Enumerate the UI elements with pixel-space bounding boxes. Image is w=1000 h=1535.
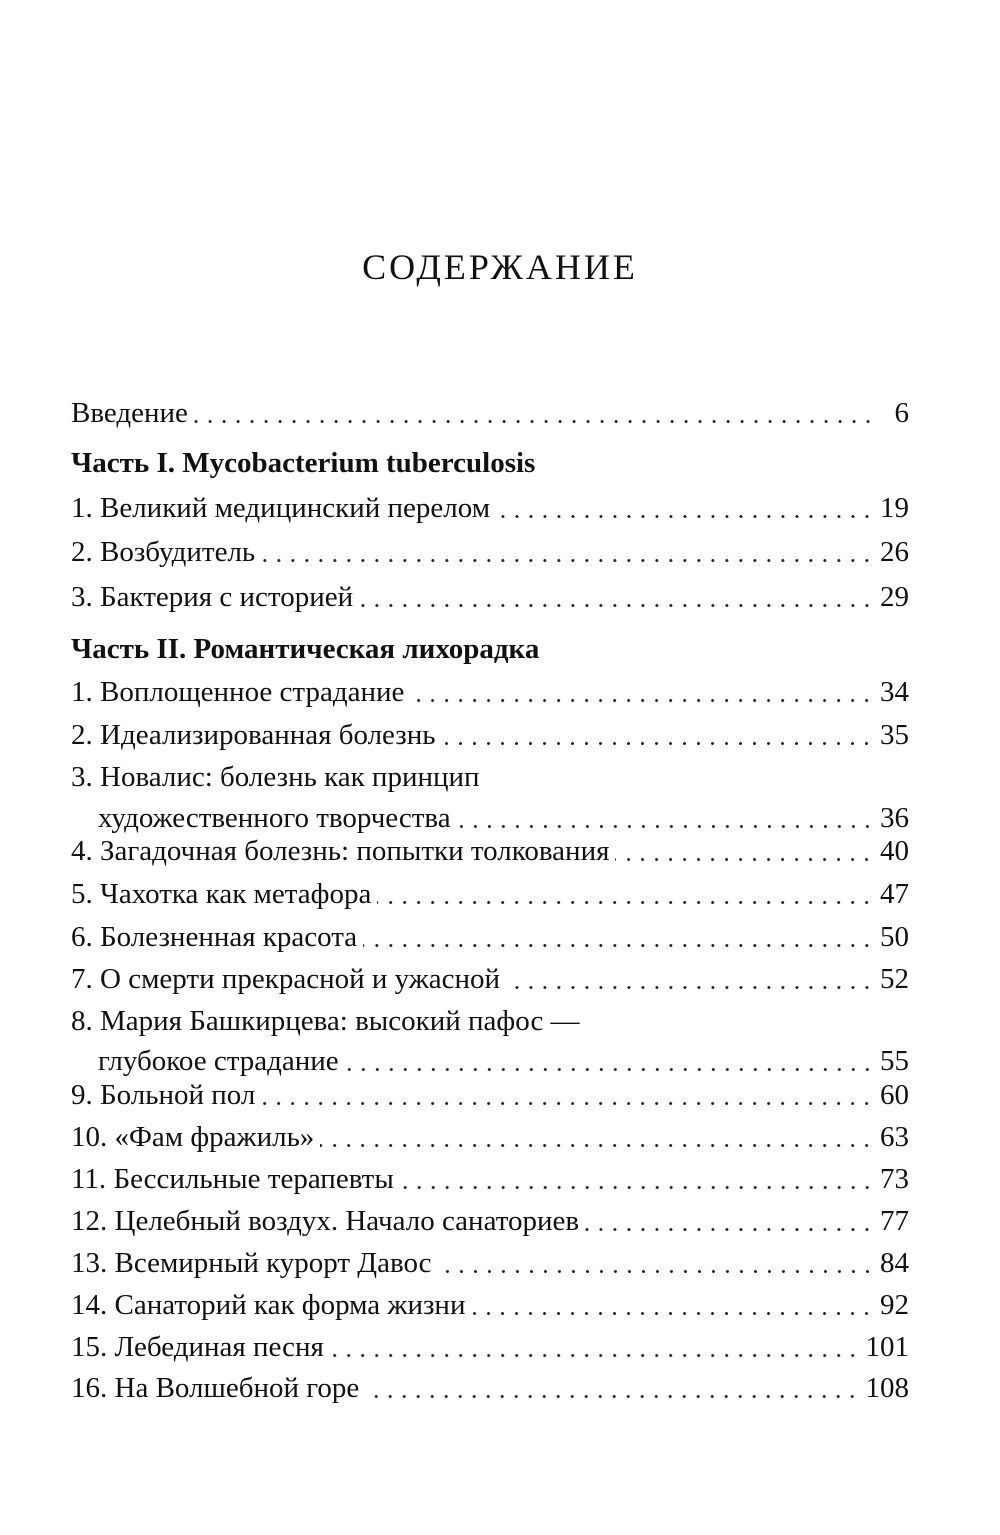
entry-number: 15.	[71, 1331, 115, 1363]
page-number: 47	[880, 878, 909, 910]
entry-title-continued: художественного творчества	[98, 802, 451, 834]
entry-title: Санаторий как форма жизни	[114, 1289, 466, 1321]
page-number: 77	[880, 1205, 909, 1237]
dot-leader	[194, 420, 875, 423]
dot-leader	[359, 604, 874, 607]
toc-entry	[71, 875, 909, 913]
page-number: 19	[880, 492, 909, 524]
dot-leader	[410, 699, 874, 702]
entry-number: 4.	[71, 835, 100, 867]
dot-leader	[330, 1354, 860, 1357]
entry-title: Загадочная болезнь: попытки толкования	[100, 835, 610, 867]
entry-title: Болезненная красота	[100, 921, 358, 953]
page-number: 40	[880, 835, 909, 867]
dot-leader	[345, 1068, 874, 1071]
entry-title-continued: глубокое страдание	[98, 1045, 339, 1077]
entry-title: Великий медицинский перелом	[100, 492, 491, 524]
entry-title: На Волшебной горе	[114, 1372, 360, 1404]
entry-title: «Фам фражиль»	[114, 1121, 315, 1153]
dot-leader	[585, 1228, 874, 1231]
toc-entry	[71, 758, 909, 837]
toc-entry	[71, 673, 909, 711]
part-heading-2: Часть II. Романтическая лихорадка	[71, 633, 540, 665]
dot-leader	[496, 515, 874, 518]
page-title: СОДЕРЖАНИЕ	[362, 247, 638, 287]
toc-entry	[71, 533, 909, 571]
entry-title: Больной пол	[100, 1079, 256, 1111]
toc-entry	[71, 1369, 909, 1407]
page-number: 6	[894, 397, 909, 429]
dot-leader	[438, 1270, 874, 1273]
entry-number: 2.	[71, 536, 100, 568]
entry-number: 8.	[71, 1005, 100, 1037]
toc-entry	[71, 1244, 909, 1282]
page-number: 35	[880, 719, 909, 751]
entry-number: 13.	[71, 1247, 115, 1279]
entry-title: Чахотка как метафора	[100, 878, 372, 910]
dot-leader	[457, 825, 874, 828]
toc-entry	[71, 832, 909, 870]
page-number: 34	[880, 676, 909, 708]
toc-entry	[71, 960, 909, 998]
entry-title: Лебединая песня	[114, 1331, 324, 1363]
entry-title: Бактерия с историей	[100, 581, 354, 613]
toc-entry	[71, 578, 909, 616]
toc-entry	[71, 716, 909, 754]
dot-leader	[365, 1395, 859, 1398]
toc-entry	[71, 1202, 909, 1240]
page-number: 63	[880, 1121, 909, 1153]
entry-number: 1.	[71, 492, 100, 524]
page-number: 55	[880, 1045, 909, 1077]
page-number: 108	[865, 1372, 909, 1404]
entry-number: 2.	[71, 719, 100, 751]
dot-leader	[506, 986, 874, 989]
dot-leader	[615, 858, 874, 861]
toc-entry	[71, 918, 909, 956]
entry-title: Новалис: болезнь как принцип	[100, 761, 480, 793]
entry-number: 14.	[71, 1289, 115, 1321]
dot-leader	[471, 1312, 874, 1315]
entry-title: Всемирный курорт Давос	[114, 1247, 432, 1279]
entry-number: 10.	[71, 1121, 115, 1153]
entry-number: 1.	[71, 676, 100, 708]
entry-title: Введение	[71, 397, 188, 429]
entry-number: 12.	[71, 1205, 115, 1237]
page-number: 36	[880, 802, 909, 834]
dot-leader	[320, 1144, 874, 1147]
part-heading-1: Часть I. Mycobacterium tuberculosis	[71, 447, 536, 479]
entry-number: 11.	[71, 1163, 114, 1195]
entry-number: 3.	[71, 761, 100, 793]
toc-entry	[71, 1286, 909, 1324]
dot-leader	[261, 1102, 874, 1105]
page-number: 50	[880, 921, 909, 953]
dot-leader	[377, 901, 874, 904]
page-number: 73	[880, 1163, 909, 1195]
entry-title: Целебный воздух. Начало санаториев	[114, 1205, 580, 1237]
entry-number: 3.	[71, 581, 100, 613]
page-number: 29	[880, 581, 909, 613]
entry-title: Бессильные терапевты	[113, 1163, 394, 1195]
dot-leader	[363, 944, 874, 947]
entry-title: Мария Башкирцева: высокий пафос —	[100, 1005, 580, 1037]
entry-title: Идеализированная болезнь	[100, 719, 436, 751]
toc-entry	[71, 489, 909, 527]
toc-entry	[71, 1328, 909, 1366]
entry-number: 16.	[71, 1372, 115, 1404]
page-number: 60	[880, 1079, 909, 1111]
entry-number: 6.	[71, 921, 100, 953]
entry-title: О смерти прекрасной и ужасной	[100, 963, 501, 995]
toc-entry	[71, 1002, 909, 1080]
entry-title: Воплощенное страдание	[100, 676, 405, 708]
page-number: 101	[865, 1331, 909, 1363]
toc-entry-intro	[71, 394, 909, 432]
toc-entry	[71, 1160, 909, 1198]
entry-number: 7.	[71, 963, 100, 995]
toc-entry	[71, 1076, 909, 1114]
page-number: 26	[880, 536, 909, 568]
toc-entry	[71, 1118, 909, 1156]
entry-number: 5.	[71, 878, 100, 910]
page-number: 92	[880, 1289, 909, 1321]
dot-leader	[400, 1186, 874, 1189]
dot-leader	[441, 742, 874, 745]
page-number: 52	[880, 963, 909, 995]
entry-number: 9.	[71, 1079, 100, 1111]
entry-title: Возбудитель	[100, 536, 256, 568]
dot-leader	[261, 559, 874, 562]
page-number: 84	[880, 1247, 909, 1279]
